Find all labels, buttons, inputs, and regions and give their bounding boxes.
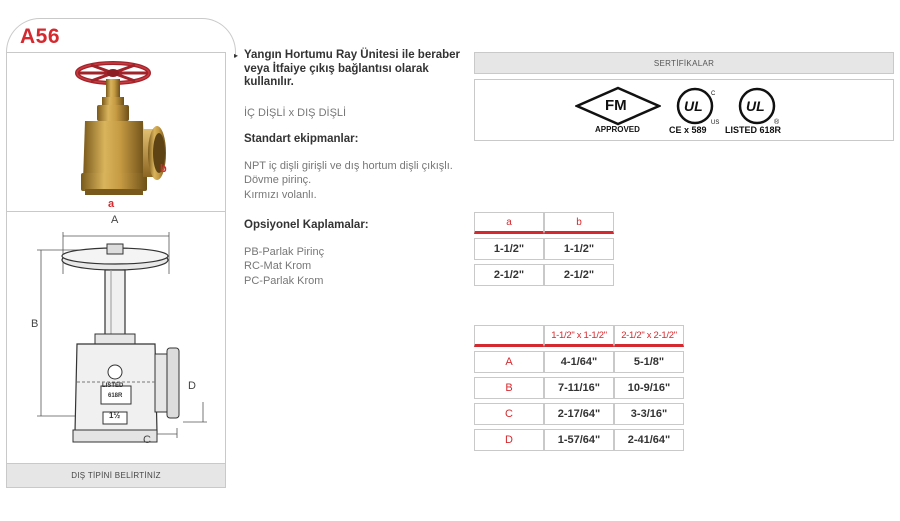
standard-list xyxy=(234,159,474,203)
table-cell: 2-41/64" xyxy=(614,429,684,451)
plate-text: LISTED xyxy=(102,383,124,389)
svg-text:®: ® xyxy=(774,119,780,126)
photo-label-b: b xyxy=(160,163,167,175)
optional-item: PC-Parlak Krom xyxy=(244,274,324,287)
table-cell: 1-1/2" xyxy=(474,238,544,260)
plate-sub: 618R xyxy=(108,393,123,399)
standard-heading: Standart ekipmanlar: xyxy=(244,133,359,145)
fm-logo-text: FM xyxy=(605,97,627,114)
table-row xyxy=(474,377,684,399)
table-row xyxy=(474,264,614,286)
dimension-c-label: C xyxy=(143,434,151,446)
table-cell: 10-9/16" xyxy=(614,377,684,399)
product-code: A56 xyxy=(20,25,61,48)
optional-item: PB-Parlak Pirinç xyxy=(244,245,325,258)
table-cell: 2-1/2" xyxy=(474,264,544,286)
bullet-arrow-icon: ▸ xyxy=(234,51,239,60)
certificates-heading: SERTİFİKALAR xyxy=(474,52,894,74)
row-label: C xyxy=(474,403,544,425)
svg-text:US: US xyxy=(711,120,720,126)
technical-drawing xyxy=(7,212,225,462)
certificate-logos xyxy=(575,86,795,138)
header-cell: a xyxy=(474,212,544,234)
thread-type: İÇ DİŞLİ x DIŞ DİŞLİ xyxy=(244,106,347,119)
photo-label-a: a xyxy=(108,198,115,210)
usage-text: Yangın Hortumu Ray Ünitesi ile beraber veya İtfaiye çıkış bağlantısı olarak kullanılır. xyxy=(244,49,460,88)
table-row xyxy=(474,403,684,425)
optional-heading: Opsiyonel Kaplamalar: xyxy=(244,219,369,231)
table-cell: 1-1/2" xyxy=(544,238,614,260)
row-label: D xyxy=(474,429,544,451)
size-mark: 1½ xyxy=(109,411,121,420)
table-row xyxy=(474,429,684,451)
fm-approved-icon xyxy=(575,86,661,136)
table-cell: 3-3/16" xyxy=(614,403,684,425)
ul-ce-logo: UL xyxy=(684,98,703,114)
dimension-table xyxy=(474,325,684,451)
standard-item: Dövme pirinç. xyxy=(244,174,312,186)
svg-text:C: C xyxy=(711,91,716,97)
table-cell: 4-1/64" xyxy=(544,351,614,373)
table-header-row xyxy=(474,212,614,234)
connection-table xyxy=(474,212,614,286)
ul-listed-icon xyxy=(725,86,795,136)
optional-item: RC-Mat Krom xyxy=(244,260,312,272)
table-row xyxy=(474,351,684,373)
ul-listed-logo: UL xyxy=(746,98,765,114)
table-cell: 2-17/64" xyxy=(544,403,614,425)
table-cell: 2-1/2" xyxy=(544,264,614,286)
table-cell: 7-11/16" xyxy=(544,377,614,399)
standard-item: NPT iç dişli girişli ve dış hortum dişli çıkışlı. xyxy=(244,159,453,172)
product-description xyxy=(234,49,474,288)
ul-ce-icon xyxy=(671,86,727,136)
product-photo xyxy=(7,53,225,211)
panel-footer: DIŞ TİPİNİ BELİRTİNİZ xyxy=(7,463,225,487)
row-label: A xyxy=(474,351,544,373)
header-cell: 2-1/2" x 2-1/2" xyxy=(614,325,684,347)
standard-item: Kırmızı volanlı. xyxy=(244,188,317,201)
header-cell xyxy=(474,325,544,347)
row-label: B xyxy=(474,377,544,399)
table-header-row xyxy=(474,325,684,347)
dimension-b-label: B xyxy=(31,318,39,330)
product-panel xyxy=(6,52,226,488)
header-cell: 1-1/2" x 1-1/2" xyxy=(544,325,614,347)
table-cell: 5-1/8" xyxy=(614,351,684,373)
dimension-a-label: A xyxy=(111,214,119,226)
fm-caption: APPROVED xyxy=(595,125,640,134)
optional-list xyxy=(234,245,474,289)
table-cell: 1-57/64" xyxy=(544,429,614,451)
ul-listed-caption: LISTED 618R xyxy=(725,125,782,135)
certificates-box xyxy=(474,79,894,141)
header-cell: b xyxy=(544,212,614,234)
ul-ce-caption: CE x 589 xyxy=(669,125,707,135)
dimension-d-label: D xyxy=(188,380,196,392)
table-row xyxy=(474,238,614,260)
